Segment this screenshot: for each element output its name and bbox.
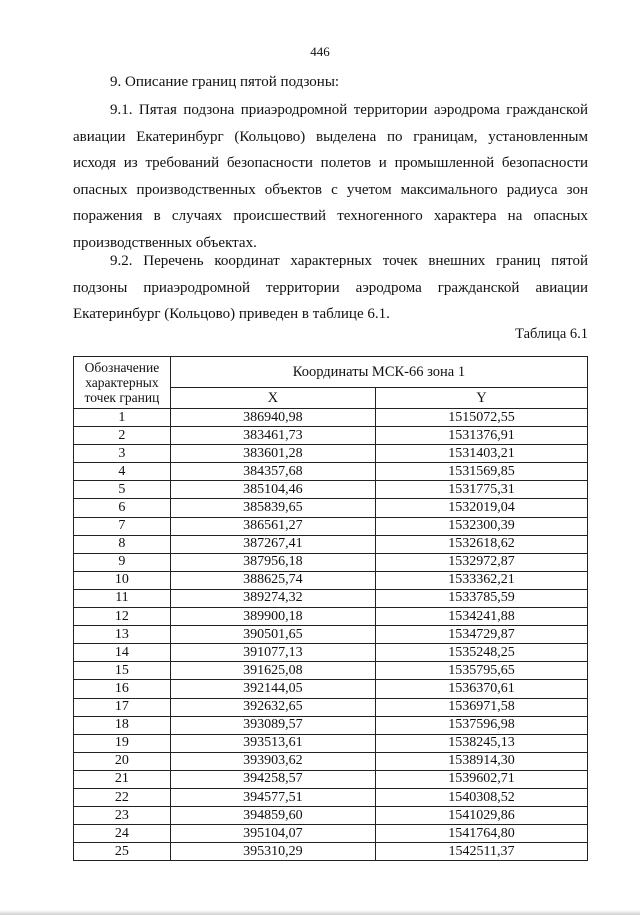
header-point: Обозначение характерных точек границ [74,357,171,409]
y-coordinate-cell: 1536370,61 [375,680,587,698]
y-coordinate-cell: 1537596,98 [375,716,587,734]
point-number-cell: 13 [74,626,171,644]
x-coordinate-cell: 391625,08 [170,662,375,680]
table-row [74,463,588,481]
page-number: 446 [310,44,330,59]
point-number-cell: 16 [74,680,171,698]
point-number-cell: 25 [74,843,171,861]
point-number-cell: 17 [74,698,171,716]
point-number-cell: 20 [74,752,171,770]
x-coordinate-cell: 388625,74 [170,571,375,589]
point-number-cell: 9 [74,553,171,571]
table-row [74,427,588,445]
y-coordinate-cell: 1540308,52 [375,788,587,806]
point-number-cell: 21 [74,770,171,788]
y-coordinate-cell: 1539602,71 [375,770,587,788]
table-row [74,807,588,825]
x-coordinate-cell: 383461,73 [170,427,375,445]
table-header [74,357,588,409]
x-coordinate-cell: 387956,18 [170,553,375,571]
y-coordinate-cell: 1538914,30 [375,752,587,770]
scan-edge [0,910,640,915]
table-body [74,409,588,861]
header-y: Y [375,388,587,409]
table-header-row-1 [74,357,588,388]
paragraph-9-1-text: 9.1. Пятая подзона приаэродромной территории аэродрома гражданской авиации Екатеринбург (Кольцово) выделена по границам, установленным исходя из требований безопасности полетов и промышленной безопасности опасных производственных объектов с учетом максимального радиуса зон поражения в случаях происшествий техногенного характера на опасных производственных объектах. [73,102,588,251]
x-coordinate-cell: 394859,60 [170,807,375,825]
y-coordinate-cell: 1532618,62 [375,535,587,553]
x-coordinate-cell: 389900,18 [170,608,375,626]
table-row [74,662,588,680]
table-row [74,535,588,553]
point-number-cell: 3 [74,445,171,463]
coordinates-table [73,356,588,861]
x-coordinate-cell: 384357,68 [170,463,375,481]
table-row [74,553,588,571]
table-row [74,770,588,788]
y-coordinate-cell: 1531569,85 [375,463,587,481]
y-coordinate-cell: 1536971,58 [375,698,587,716]
table-row [74,843,588,861]
table-row [74,734,588,752]
header-coordinate-system: Координаты МСК-66 зона 1 [170,357,587,388]
point-number-cell: 11 [74,589,171,607]
y-coordinate-cell: 1535248,25 [375,644,587,662]
table-row [74,825,588,843]
paragraph-9-1 [73,97,588,256]
x-coordinate-cell: 392144,05 [170,680,375,698]
table-row [74,608,588,626]
point-number-cell: 5 [74,481,171,499]
x-coordinate-cell: 395310,29 [170,843,375,861]
y-coordinate-cell: 1535795,65 [375,662,587,680]
table-row [74,680,588,698]
x-coordinate-cell: 392632,65 [170,698,375,716]
table-row [74,445,588,463]
point-number-cell: 15 [74,662,171,680]
point-number-cell: 8 [74,535,171,553]
x-coordinate-cell: 389274,32 [170,589,375,607]
point-number-cell: 18 [74,716,171,734]
x-coordinate-cell: 393089,57 [170,716,375,734]
point-number-cell: 19 [74,734,171,752]
table-row [74,481,588,499]
y-coordinate-cell: 1533785,59 [375,589,587,607]
point-number-cell: 12 [74,608,171,626]
point-number-cell: 4 [74,463,171,481]
point-number-cell: 6 [74,499,171,517]
y-coordinate-cell: 1531403,21 [375,445,587,463]
y-coordinate-cell: 1534729,87 [375,626,587,644]
table-row [74,698,588,716]
table-row [74,788,588,806]
table-row [74,752,588,770]
x-coordinate-cell: 391077,13 [170,644,375,662]
y-coordinate-cell: 1541764,80 [375,825,587,843]
y-coordinate-cell: 1531775,31 [375,481,587,499]
x-coordinate-cell: 393513,61 [170,734,375,752]
x-coordinate-cell: 387267,41 [170,535,375,553]
table-row [74,626,588,644]
x-coordinate-cell: 386561,27 [170,517,375,535]
y-coordinate-cell: 1542511,37 [375,843,587,861]
x-coordinate-cell: 390501,65 [170,626,375,644]
table-row [74,409,588,427]
point-number-cell: 23 [74,807,171,825]
paragraph-9-2-text: 9.2. Перечень координат характерных точек внешних границ пятой подзоны приаэродромной территории аэродрома гражданской авиации Екатеринбург (Кольцово) приведен в таблице 6.1. [73,253,588,322]
header-x: X [170,388,375,409]
y-coordinate-cell: 1541029,86 [375,807,587,825]
y-coordinate-cell: 1532972,87 [375,553,587,571]
point-number-cell: 14 [74,644,171,662]
table-row [74,716,588,734]
point-number-cell: 1 [74,409,171,427]
x-coordinate-cell: 386940,98 [170,409,375,427]
y-coordinate-cell: 1534241,88 [375,608,587,626]
x-coordinate-cell: 394258,57 [170,770,375,788]
table-row [74,571,588,589]
x-coordinate-cell: 394577,51 [170,788,375,806]
table-caption: Таблица 6.1 [515,326,588,342]
table-row [74,517,588,535]
y-coordinate-cell: 1533362,21 [375,571,587,589]
point-number-cell: 10 [74,571,171,589]
y-coordinate-cell: 1532019,04 [375,499,587,517]
x-coordinate-cell: 393903,62 [170,752,375,770]
x-coordinate-cell: 383601,28 [170,445,375,463]
paragraph-9-2 [73,248,588,328]
y-coordinate-cell: 1515072,55 [375,409,587,427]
x-coordinate-cell: 395104,07 [170,825,375,843]
x-coordinate-cell: 385104,46 [170,481,375,499]
point-number-cell: 24 [74,825,171,843]
y-coordinate-cell: 1532300,39 [375,517,587,535]
x-coordinate-cell: 385839,65 [170,499,375,517]
point-number-cell: 22 [74,788,171,806]
table-row [74,589,588,607]
y-coordinate-cell: 1531376,91 [375,427,587,445]
section-heading: 9. Описание границ пятой подзоны: [110,74,340,90]
table-row [74,644,588,662]
point-number-cell: 7 [74,517,171,535]
point-number-cell: 2 [74,427,171,445]
y-coordinate-cell: 1538245,13 [375,734,587,752]
table-row [74,499,588,517]
